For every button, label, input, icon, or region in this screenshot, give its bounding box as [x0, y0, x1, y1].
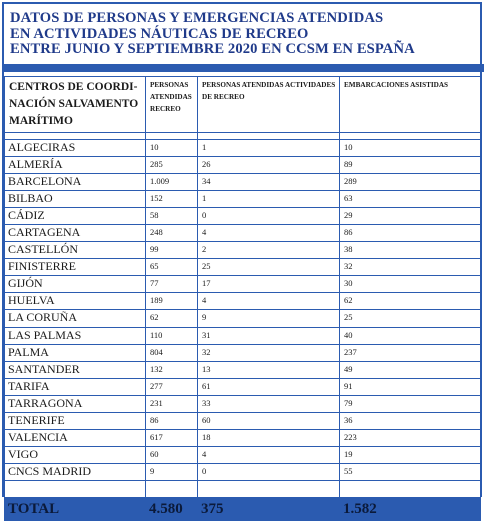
table-row	[5, 208, 481, 225]
table-row	[5, 361, 481, 378]
cell-embarcaciones: 40	[340, 327, 481, 344]
cell-actividades: 13	[198, 361, 340, 378]
empty-row	[5, 480, 481, 497]
cell-personas: 617	[146, 429, 198, 446]
cell-actividades: 9	[198, 310, 340, 327]
cell-personas: 62	[146, 310, 198, 327]
cell-centro: ALGECIRAS	[5, 140, 146, 157]
cell-actividades: 0	[198, 463, 340, 480]
title-line-3: ENTRE JUNIO Y SEPTIEMBRE 2020 EN CCSM EN ESPAÑA	[10, 41, 415, 57]
cell-actividades: 25	[198, 259, 340, 276]
cell-centro: VIGO	[5, 446, 146, 463]
cell-actividades: 17	[198, 276, 340, 293]
cell-actividades: 1	[198, 191, 340, 208]
cell-actividades: 32	[198, 344, 340, 361]
table-row	[5, 293, 481, 310]
cell-personas: 86	[146, 412, 198, 429]
table-row	[5, 395, 481, 412]
table-row	[5, 259, 481, 276]
cell-embarcaciones: 25	[340, 310, 481, 327]
table-row	[5, 429, 481, 446]
cell-personas: 60	[146, 446, 198, 463]
cell-embarcaciones: 289	[340, 174, 481, 191]
cell-centro: BILBAO	[5, 191, 146, 208]
cell-actividades: 18	[198, 429, 340, 446]
table-row	[5, 310, 481, 327]
cell-embarcaciones: 86	[340, 225, 481, 242]
cell-centro: CARTAGENA	[5, 225, 146, 242]
cell-centro: CÁDIZ	[5, 208, 146, 225]
cell-centro: CASTELLÓN	[5, 242, 146, 259]
cell-embarcaciones: 19	[340, 446, 481, 463]
title-line-2: EN ACTIVIDADES NÁUTICAS DE RECREO	[10, 25, 309, 42]
cell-embarcaciones: 30	[340, 276, 481, 293]
cell-embarcaciones: 79	[340, 395, 481, 412]
cell-centro: BARCELONA	[5, 174, 146, 191]
cell-embarcaciones: 32	[340, 259, 481, 276]
table-row	[5, 463, 481, 480]
cell-actividades: 4	[198, 225, 340, 242]
cell-personas: 99	[146, 242, 198, 259]
header-spacer-row	[5, 133, 481, 140]
cell-centro: CNCS MADRID	[5, 463, 146, 480]
emergencies-table	[4, 76, 481, 521]
cell-personas: 77	[146, 276, 198, 293]
table-row	[5, 327, 481, 344]
cell-personas: 152	[146, 191, 198, 208]
cell-actividades: 61	[198, 378, 340, 395]
cell-embarcaciones: 89	[340, 157, 481, 174]
table-row	[5, 140, 481, 157]
header-centros: CENTROS DE COORDI-NACIÓN SALVAMENTO MARÍTIMO	[5, 77, 146, 133]
table-row	[5, 242, 481, 259]
cell-actividades: 0	[198, 208, 340, 225]
cell-personas: 277	[146, 378, 198, 395]
cell-embarcaciones: 237	[340, 344, 481, 361]
cell-embarcaciones: 62	[340, 293, 481, 310]
empty-cell	[198, 480, 340, 497]
header-personas: PERSONAS ATENDIDAS RECREO	[146, 77, 198, 133]
table-row	[5, 191, 481, 208]
header-actividades: PERSONAS ATENDIDAS ACTIVIDADES DE RECREO	[198, 77, 340, 133]
cell-personas: 231	[146, 395, 198, 412]
cell-personas: 9	[146, 463, 198, 480]
cell-centro: SANTANDER	[5, 361, 146, 378]
cell-centro: LAS PALMAS	[5, 327, 146, 344]
empty-cell	[340, 480, 481, 497]
table-body	[5, 140, 481, 521]
total-label: TOTAL	[5, 497, 146, 520]
cell-actividades: 60	[198, 412, 340, 429]
cell-centro: TENERIFE	[5, 412, 146, 429]
cell-centro: LA CORUÑA	[5, 310, 146, 327]
cell-embarcaciones: 91	[340, 378, 481, 395]
empty-cell	[5, 480, 146, 497]
cell-embarcaciones: 29	[340, 208, 481, 225]
document-frame	[2, 2, 482, 517]
cell-actividades: 26	[198, 157, 340, 174]
cell-centro: GIJÓN	[5, 276, 146, 293]
cell-centro: VALENCIA	[5, 429, 146, 446]
table-row	[5, 225, 481, 242]
cell-personas: 804	[146, 344, 198, 361]
cell-centro: FINISTERRE	[5, 259, 146, 276]
empty-cell	[146, 480, 198, 497]
cell-embarcaciones: 38	[340, 242, 481, 259]
cell-embarcaciones: 223	[340, 429, 481, 446]
total-personas: 4.580	[146, 497, 198, 520]
total-embarcaciones: 1.582	[340, 497, 481, 520]
cell-centro: TARRAGONA	[5, 395, 146, 412]
table-row	[5, 378, 481, 395]
cell-centro: TARIFA	[5, 378, 146, 395]
table-row	[5, 157, 481, 174]
cell-actividades: 1	[198, 140, 340, 157]
cell-personas: 58	[146, 208, 198, 225]
header-embarcaciones: EMBARCACIONES ASISTIDAS	[340, 77, 481, 133]
cell-personas: 248	[146, 225, 198, 242]
document-title	[10, 11, 480, 58]
cell-actividades: 4	[198, 446, 340, 463]
cell-personas: 285	[146, 157, 198, 174]
title-divider-band	[4, 64, 484, 72]
table-row	[5, 446, 481, 463]
cell-personas: 189	[146, 293, 198, 310]
cell-personas: 1.009	[146, 174, 198, 191]
cell-embarcaciones: 10	[340, 140, 481, 157]
cell-personas: 10	[146, 140, 198, 157]
cell-embarcaciones: 63	[340, 191, 481, 208]
cell-embarcaciones: 55	[340, 463, 481, 480]
cell-centro: HUELVA	[5, 293, 146, 310]
title-line-1: DATOS DE PERSONAS Y EMERGENCIAS ATENDIDAS	[10, 10, 384, 26]
table-row	[5, 174, 481, 191]
total-row	[5, 497, 481, 520]
total-actividades: 375	[198, 497, 340, 520]
cell-personas: 110	[146, 327, 198, 344]
cell-actividades: 34	[198, 174, 340, 191]
table-row	[5, 412, 481, 429]
cell-centro: ALMERÍA	[5, 157, 146, 174]
cell-embarcaciones: 49	[340, 361, 481, 378]
cell-embarcaciones: 36	[340, 412, 481, 429]
cell-personas: 65	[146, 259, 198, 276]
cell-personas: 132	[146, 361, 198, 378]
cell-actividades: 33	[198, 395, 340, 412]
table-row	[5, 276, 481, 293]
cell-actividades: 2	[198, 242, 340, 259]
cell-centro: PALMA	[5, 344, 146, 361]
cell-actividades: 31	[198, 327, 340, 344]
cell-actividades: 4	[198, 293, 340, 310]
table-row	[5, 344, 481, 361]
